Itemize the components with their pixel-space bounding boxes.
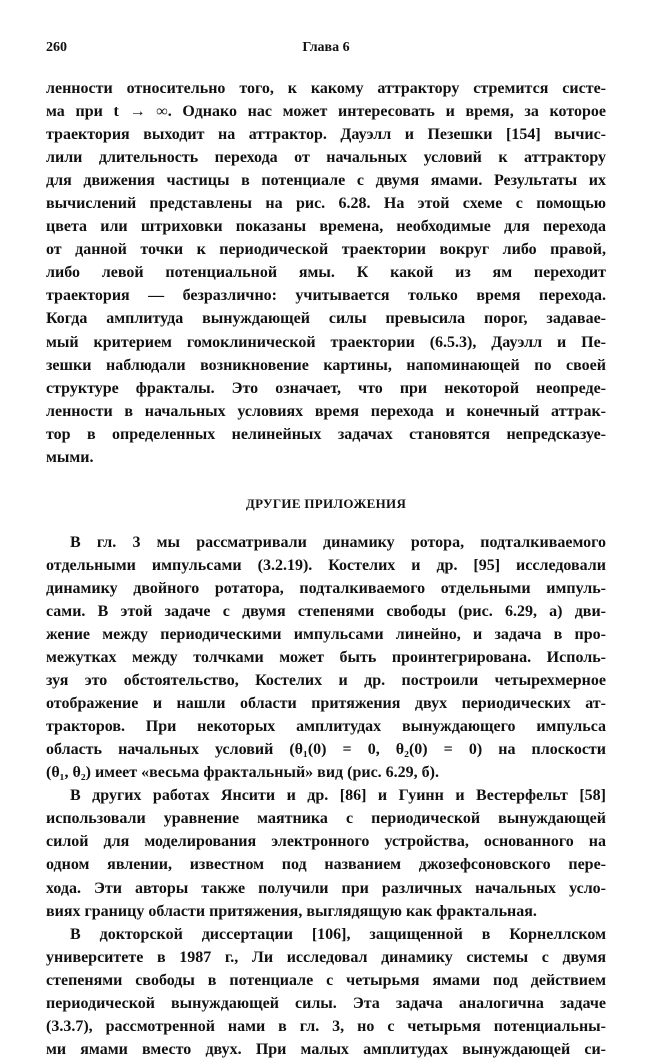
- text-line: (3.3.7), рассмотренной нами в гл. 3, но с четырьмя потенциальны-: [46, 1017, 606, 1035]
- text-line: степенями свободы в потенциале с четырьмя ямами под действием: [46, 971, 606, 989]
- text-line: ма при t → ∞. Однако нас может интересовать и время, за которое: [46, 103, 606, 121]
- text-line: В докторской диссертации [106], защищенной в Корнеллском: [70, 925, 606, 943]
- text-line: вычислений представлены на рис. 6.28. На этой схеме с помощью: [46, 195, 606, 213]
- text-line: мый критерием гомоклинической траектории (6.5.3), Дауэлл и Пе-: [46, 333, 606, 351]
- text-line: тор в определенных нелинейных задачах становятся непредсказуе-: [46, 425, 606, 443]
- text-line: сами. В этой задаче с двумя степенями свободы (рис. 6.29, а) дви-: [46, 602, 606, 620]
- text-line: (θ₁, θ₂) имеет «весьма фрактальный» вид (рис. 6.29, б).: [46, 764, 439, 782]
- text-line: динамику двойного ротатора, подталкиваемого отдельными импуль-: [46, 579, 606, 597]
- text-line: тракторов. При некоторых амплитудах вынуждающего импульса: [46, 718, 606, 736]
- page-header: [46, 40, 606, 60]
- text-line: межутках между толчками может быть проинтегрирована. Исполь-: [46, 649, 606, 667]
- page-number: 260: [46, 40, 67, 55]
- text-line: В других работах Янсити и др. [86] и Гуинн и Вестерфельт [58]: [70, 787, 606, 805]
- text-line: ми ямами вместо двух. При малых амплитудах вынуждающей си-: [46, 1040, 606, 1058]
- text-line: область начальных условий (θ₁(0) = 0, θ₂(0) = 0) на плоскости: [46, 741, 606, 759]
- paragraph-4: [46, 923, 606, 1061]
- text-line: силой для моделирования электронного устройства, основанного на: [46, 833, 606, 851]
- running-head: Глава 6: [302, 40, 350, 55]
- text-line: лили длительность перехода от начальных условий к аттрактору: [46, 149, 606, 167]
- section-title: ДРУГИЕ ПРИЛОЖЕНИЯ: [245, 495, 407, 511]
- text-line: для движения частицы в потенциале с двумя ямами. Результаты их: [46, 172, 606, 190]
- text-line: Когда амплитуда вынуждающей силы превысила порог, задавае-: [46, 310, 606, 328]
- text-line: ленности относительно того, к какому аттрактору стремится систе-: [46, 80, 606, 97]
- text-line: структуре фракталы. Это означает, что при некоторой неопреде-: [46, 379, 606, 397]
- text-line: одном явлении, известном под названием джозефсоновского пере-: [46, 856, 606, 874]
- text-line: мыми.: [46, 448, 94, 466]
- text-line: траектория — безразлично: учитывается только время перехода.: [46, 287, 606, 305]
- text-line: использовали уравнение маятника с периодической вынуждающей: [46, 810, 606, 828]
- paragraph-1: [46, 77, 606, 469]
- text-line: ленности в начальных условиях время перехода и конечный аттрак-: [46, 402, 606, 420]
- text-line: жение между периодическими импульсами линейно, и задача в про-: [46, 625, 606, 643]
- text-line: периодической вынуждающей силы. Эта задача аналогична задаче: [46, 994, 606, 1012]
- text-line: траектория выходит на аттрактор. Дауэлл и Пезешки [154] вычис-: [46, 126, 606, 144]
- paragraph-2: [46, 531, 606, 785]
- text-line: отдельными импульсами (3.2.19). Костелих и др. [95] исследовали: [46, 556, 606, 574]
- text-line: от данной точки к периодической траектории вокруг либо правой,: [46, 241, 606, 259]
- body-text: [46, 77, 606, 1061]
- text-line: зуя это обстоятельство, Костелих и др. построили четырехмерное: [46, 672, 606, 690]
- text-line: хода. Эти авторы также получили при различных начальных усло-: [46, 879, 606, 897]
- text-line: виях границу области притяжения, выглядящую как фрактальная.: [46, 902, 537, 920]
- text-line: либо левой потенциальной ямы. К какой из ям переходит: [46, 264, 606, 282]
- text-line: университете в 1987 г., Ли исследовал динамику системы с двумя: [46, 948, 606, 966]
- text-line: цвета или штриховки показаны времена, необходимые для перехода: [46, 218, 606, 236]
- text-line: зешки наблюдали возникновение картины, напоминающей по своей: [46, 356, 606, 374]
- text-line: отображение и нашли области притяжения двух периодических ат-: [46, 695, 606, 713]
- paragraph-3: [46, 784, 606, 922]
- text-line: В гл. 3 мы рассматривали динамику ротора, подталкиваемого: [70, 533, 606, 551]
